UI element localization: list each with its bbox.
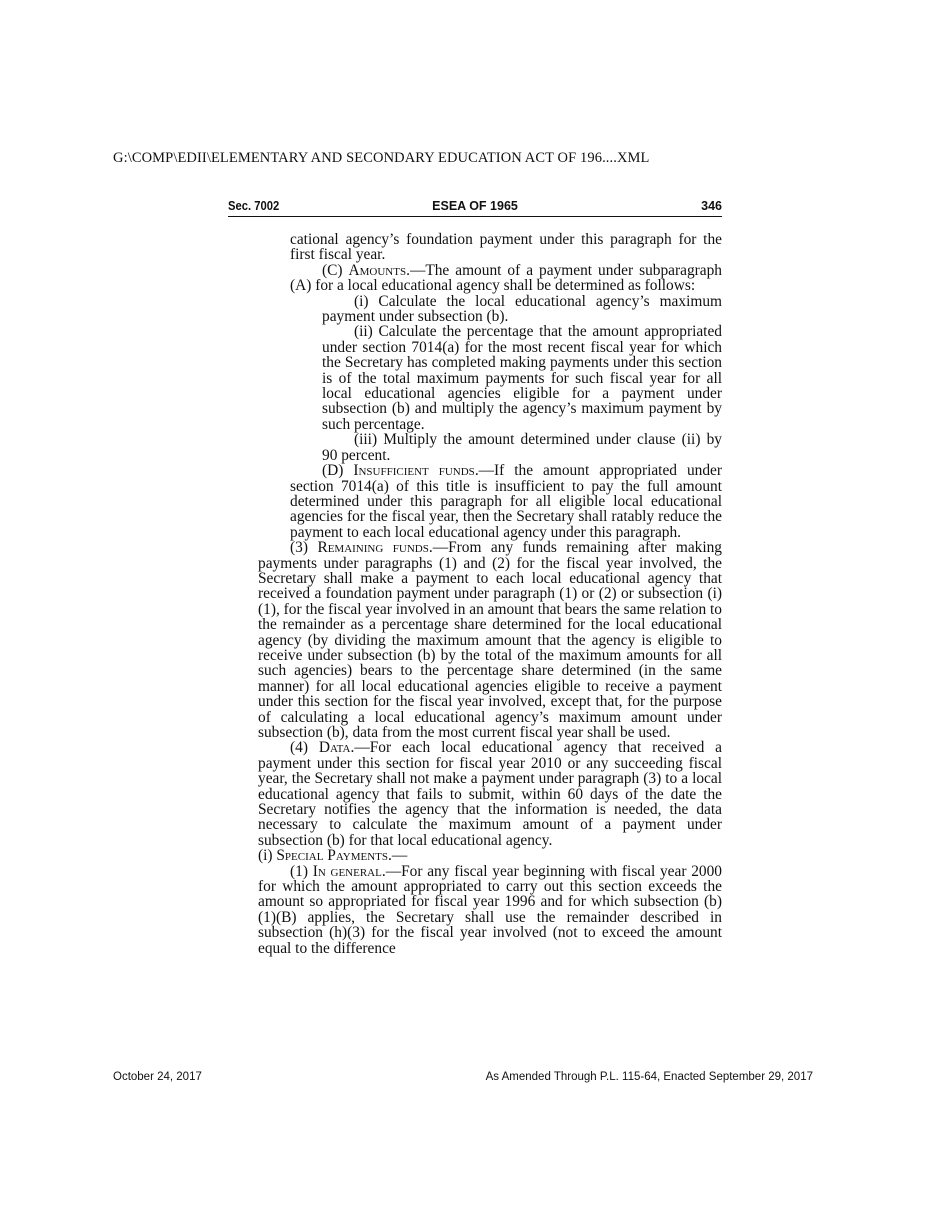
footer-date: October 24, 2017 [113,1071,202,1083]
subparagraph-c-amounts [258,263,722,294]
subsection-i-special-payments [258,848,722,863]
section-number: Sec. 7002 [228,199,280,213]
paragraph-label: (1) [290,862,313,880]
file-path: G:\COMP\EDII\ELEMENTARY AND SECONDARY EDUCATION ACT OF 196....XML [113,150,650,166]
clause-iii: (iii) Multiply the amount determined under clause (ii) by 90 percent. [322,431,722,464]
paragraph-heading: Remaining funds [317,539,429,557]
running-head [228,198,722,217]
subparagraph-label: (C) [322,261,349,279]
clause-i: (i) Calculate the local educational agency’s maximum payment under subsection (b). [322,292,722,326]
subparagraph-text: .—If the amount appropriated under section 7014(a) of this title is insufficient to pay the full amount determined under this paragraph for all eligible local educational agencies for the fiscal year, then the Secretary shall ratably reduce the payment to each local educational agency under this paragraph. [290,462,722,541]
running-title: ESEA OF 1965 [432,199,518,213]
paragraph-1-in-general [258,864,722,956]
body-text [258,232,722,956]
subparagraph-d-insufficient-funds [258,463,722,540]
subsection-text: .— [388,847,408,865]
subsection-heading: Special Payments [276,847,389,865]
subparagraph-heading: Amounts [348,261,407,279]
paragraph-heading: In general [312,862,382,880]
paragraph-text: .—For each local educational agency that received a payment under this section for fiscal year 2010 or any succeeding fiscal year, the Secretary shall not make a payment under paragraph (3) to a local educational agency that fails to submit, within 60 days of the date the Secretary notifies the agency that the information is needed, the data necessary to calculate the maximum amount of a payment under subsection (b) for that local educational agency. [258,739,722,849]
page-number: 346 [701,199,722,213]
footer-amended: As Amended Through P.L. 115-64, Enacted September 29, 2017 [485,1071,813,1083]
subsection-label: (i) [258,847,277,865]
paragraph-continuation: cational agency’s foundation payment under this paragraph for the first fiscal year. [290,231,722,264]
subparagraph-heading: Insufficient funds [353,462,475,480]
paragraph-4-data [258,740,722,848]
subparagraph-text: .—The amount of a payment under subparagraph (A) for a local educational agency shall be determined as follows: [290,261,722,295]
subparagraph-label: (D) [322,462,354,480]
paragraph-3-remaining-funds [258,540,722,740]
paragraph-text: .—For any fiscal year beginning with fiscal year 2000 for which the amount appropriated to carry out this section exceeds the amount so appropriated for fiscal year 1996 and for which subsection (b)(1)(B) applies, the Secretary shall use the remainder described in subsection (h)(3) for the fiscal year involved (not to exceed the amount equal to the difference [258,862,723,957]
paragraph-heading: Data [318,739,351,757]
paragraph-label: (3) [290,539,318,557]
paragraph-label: (4) [290,739,319,757]
clause-ii: (ii) Calculate the percentage that the amount appropriated under section 7014(a) for the most recent fiscal year for which the Secretary has completed making payments under this section is of the total maximum payments for such fiscal year for all local educational agencies eligible for a payment under subsection (b) and multiply the agency’s maximum payment by such percentage. [322,323,722,433]
paragraph-text: .—From any funds remaining after making payments under paragraphs (1) and (2) for the fiscal year involved, the Secretary shall make a payment to each local educational agency that received a foundation payment under paragraph (1) or (2) or subsection (i)(1), for the fiscal year involved in an amount that bears the same relation to the remainder as a percentage share determined for the local educational agency (by dividing the maximum amount that the agency is eligible to receive under subsection (b) by the total of the maximum amounts for all such agencies) bears to the percentage share determined (in the same manner) for all local educational agencies eligible to receive a payment under this section for the fiscal year involved, except that, for the purpose of calculating a local educational agency’s maximum amount under subsection (b), data from the most current fiscal year shall be used. [258,539,723,741]
